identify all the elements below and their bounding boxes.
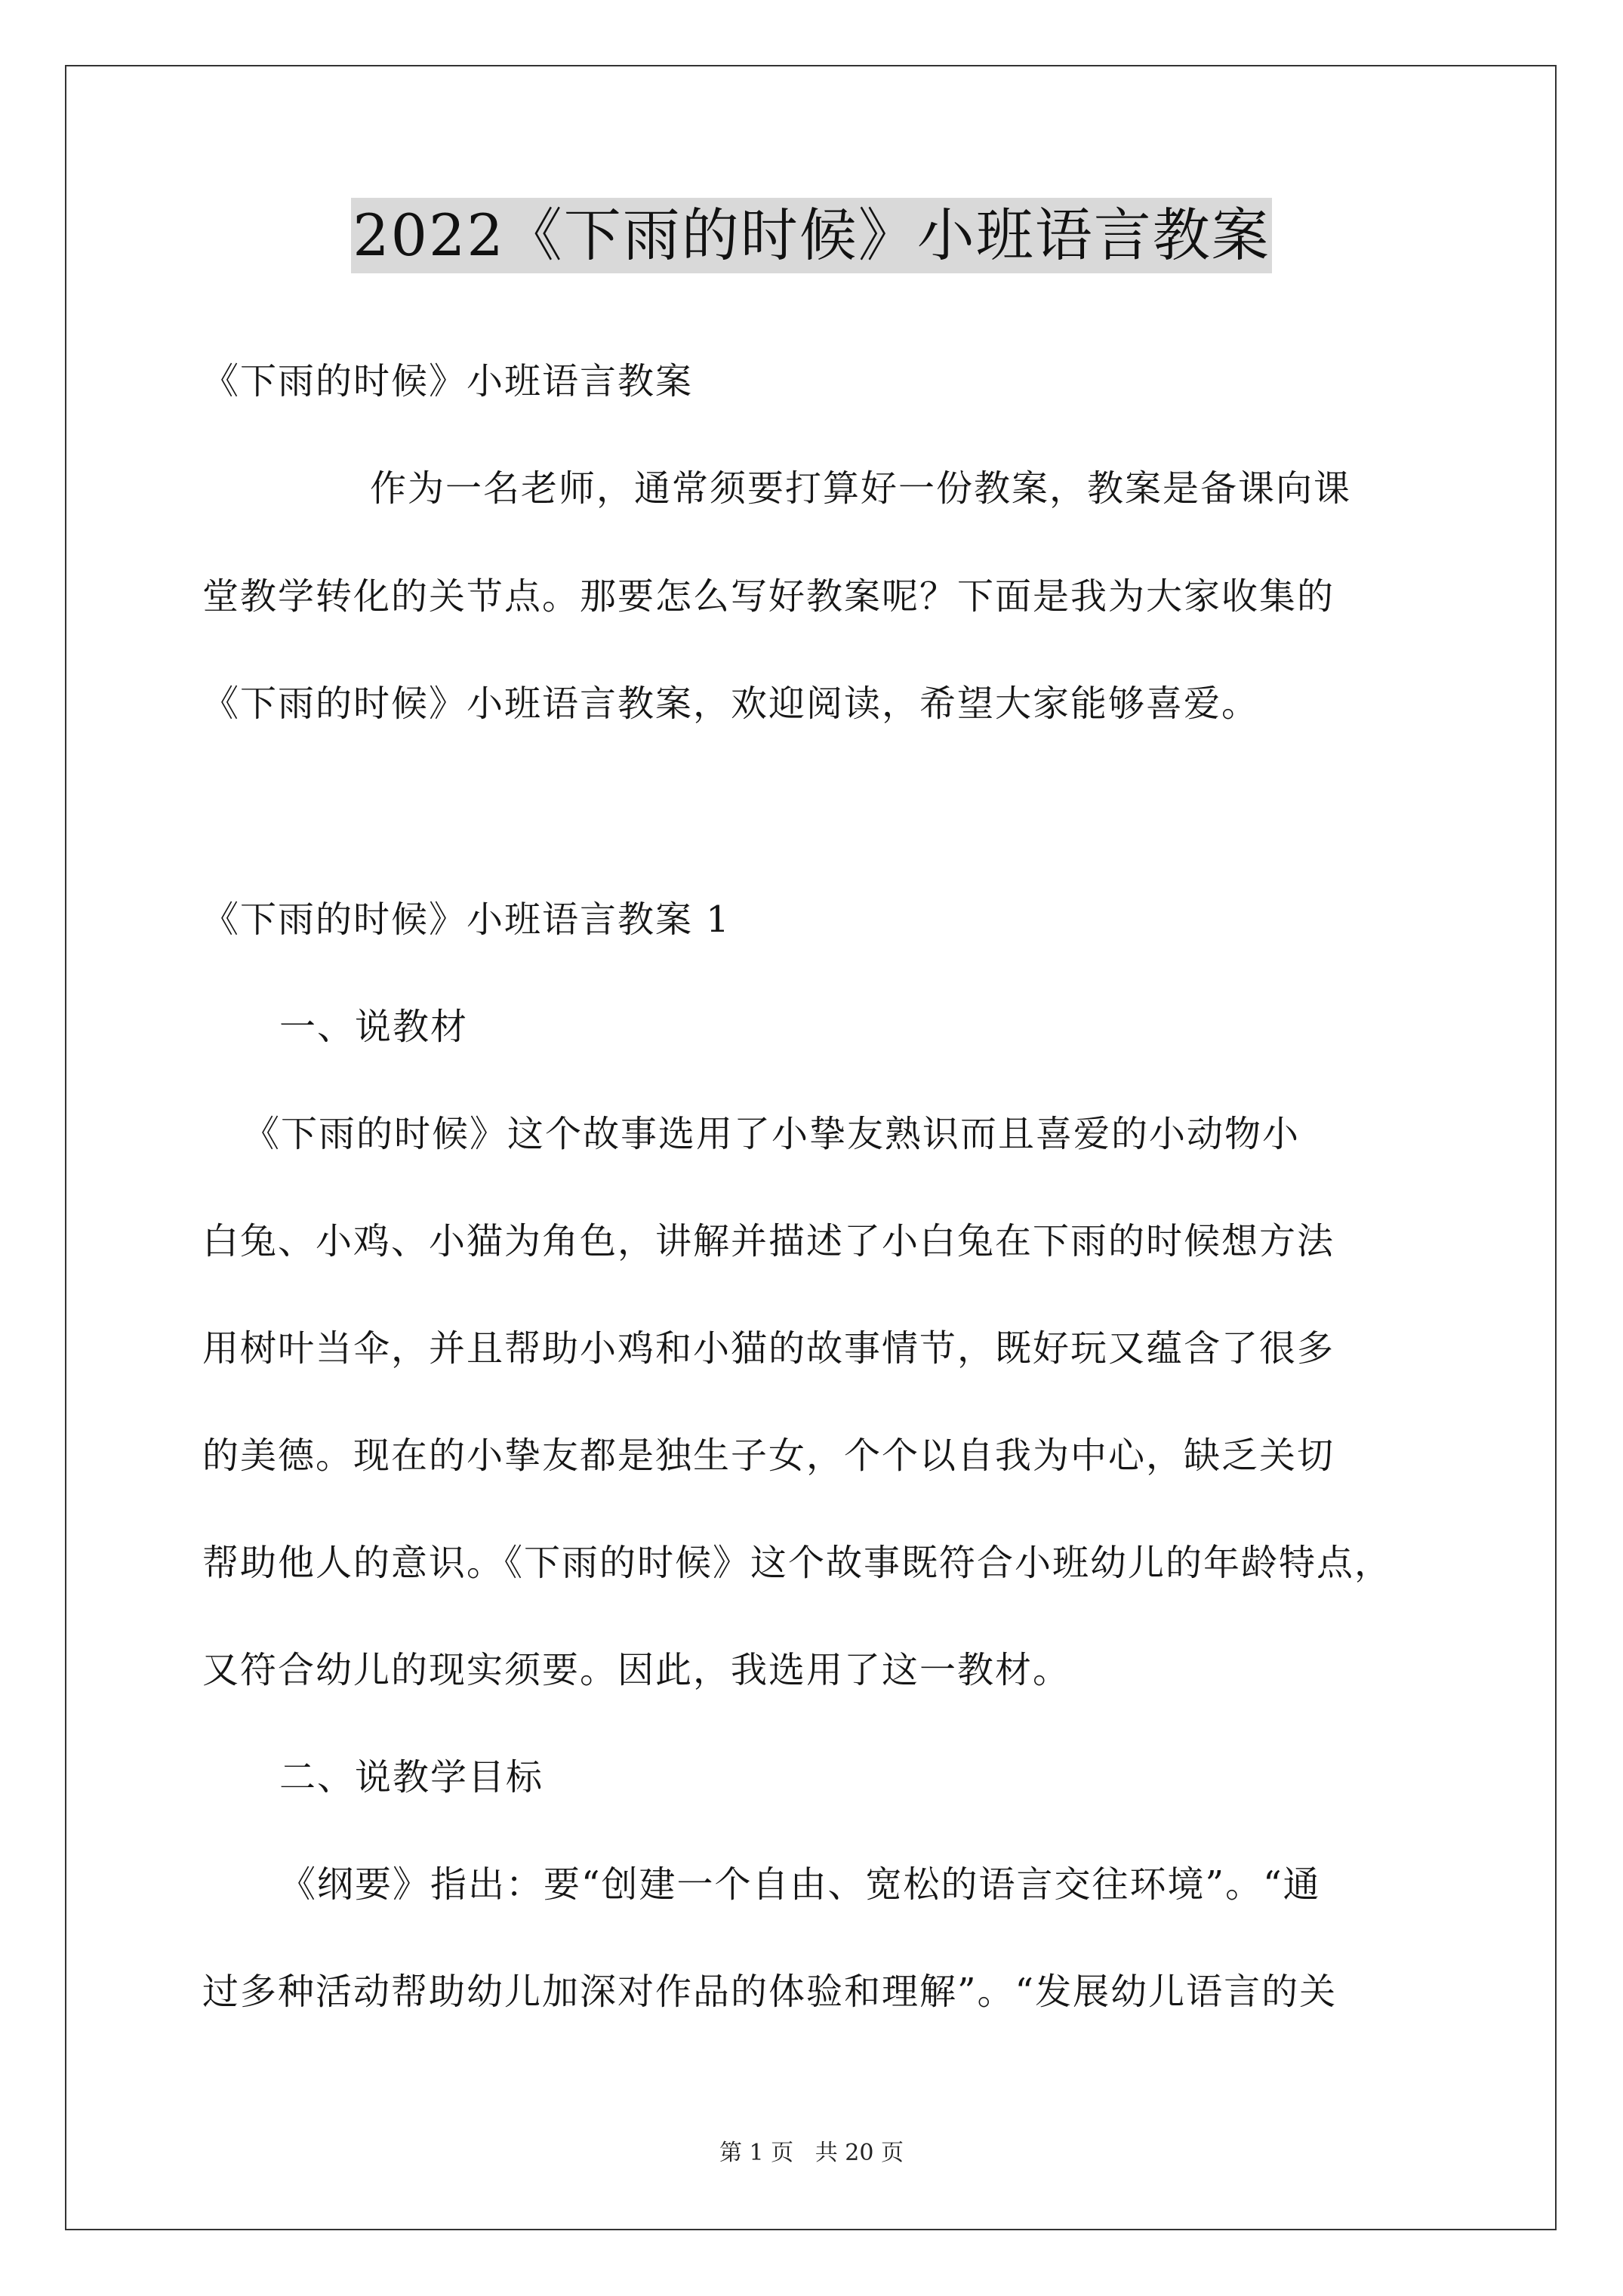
intro-heading: 《下雨的时候》小班语言教案 — [202, 360, 694, 402]
subsection-heading: 一、说教材 — [279, 1006, 469, 1048]
body-line: 作为一名老师，通常须要打算好一份教案，教案是备课向课 — [370, 467, 1352, 510]
body-line: 《纲要》指出：要“创建一个自由、宽松的语言交往环境”。“通 — [279, 1863, 1321, 1906]
section-heading: 《下雨的时候》小班语言教案 1 — [202, 898, 731, 941]
body-line: 过多种活动帮助幼儿加深对作品的体验和理解”。“发展幼儿语言的关 — [202, 1971, 1338, 2013]
title-container — [0, 198, 1623, 273]
body-line: 又符合幼儿的现实须要。因此，我选用了这一教材。 — [202, 1649, 1071, 1691]
body-line: 白兔、小鸡、小猫为角色，讲解并描述了小白兔在下雨的时候想方法 — [202, 1220, 1335, 1262]
body-line: 帮助他人的意识。《下雨的时候》这个故事既符合小班幼儿的年龄特点， — [202, 1542, 1393, 1584]
body-line: 堂教学转化的关节点。那要怎么写好教案呢？下面是我为大家收集的 — [202, 575, 1335, 618]
body-line: 《下雨的时候》这个故事选用了小挚友熟识而且喜爱的小动物小 — [243, 1113, 1301, 1155]
subsection-heading: 二、说教学目标 — [279, 1756, 544, 1798]
body-line: 《下雨的时候》小班语言教案，欢迎阅读，希望大家能够喜爱。 — [202, 683, 1260, 725]
body-line: 用树叶当伞，并且帮助小鸡和小猫的故事情节，既好玩又蕴含了很多 — [202, 1327, 1335, 1370]
document-title: 2022《下雨的时候》小班语言教案 — [351, 198, 1271, 273]
body-line: 的美德。现在的小挚友都是独生子女，个个以自我为中心，缺乏关切 — [202, 1435, 1335, 1477]
page-footer: 第 1 页 共 20 页 — [719, 2140, 904, 2166]
